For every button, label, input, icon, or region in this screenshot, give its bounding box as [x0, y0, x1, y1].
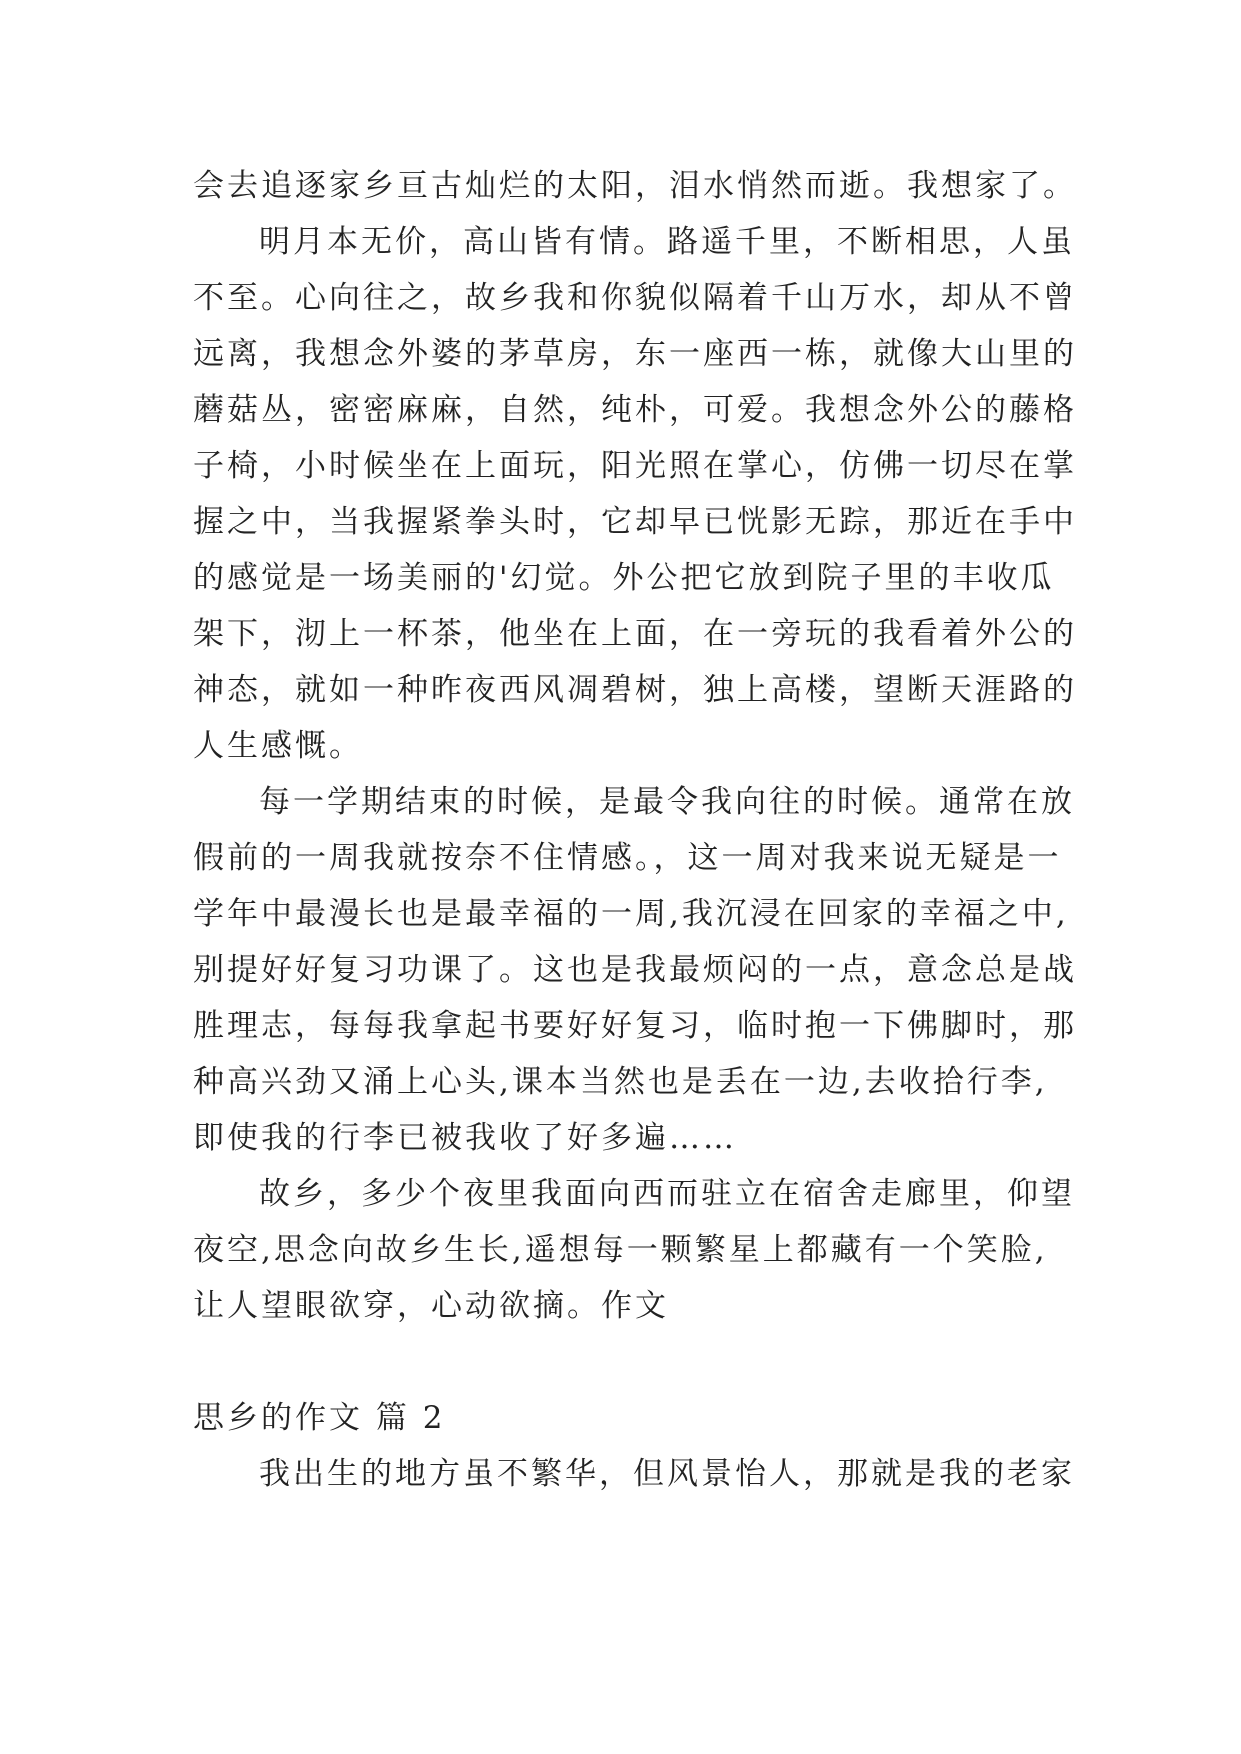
- text-line: 夜空,思念向故乡生长,遥想每一颗繁星上都藏有一个笑脸,: [193, 1232, 1048, 1268]
- section-heading: 思乡的作文 篇 2: [193, 1400, 446, 1436]
- text-line: 种高兴劲又涌上心头,课本当然也是丢在一边,去收拾行李,: [193, 1064, 1048, 1100]
- text-line: 蘑菇丛，密密麻麻，自然，纯朴，可爱。我想念外公的藤格: [193, 392, 1077, 428]
- paragraph-first-line: 明月本无价，高山皆有情。路遥千里，不断相思，人虽: [259, 224, 1075, 260]
- text-line: 远离，我想念外婆的茅草房，东一座西一栋，就像大山里的: [193, 336, 1077, 372]
- text-line: 不至。心向往之，故乡我和你貌似隔着千山万水，却从不曾: [193, 280, 1077, 316]
- text-line: 握之中，当我握紧拳头时，它却早已恍影无踪，那近在手中: [193, 504, 1077, 540]
- text-line: 胜理志，每每我拿起书要好好复习，临时抱一下佛脚时，那: [193, 1008, 1077, 1044]
- text-line: 即使我的行李已被我收了好多遍……: [193, 1120, 737, 1156]
- paragraph-first-line: 故乡，多少个夜里我面向西而驻立在宿舍走廊里，仰望: [259, 1176, 1075, 1212]
- essay-body: [193, 158, 1077, 1502]
- text-line: 会去追逐家乡亘古灿烂的太阳，泪水悄然而逝。我想家了。: [193, 168, 1077, 204]
- text-line: 假前的一周我就按奈不住情感。，这一周对我来说无疑是一: [193, 840, 1062, 876]
- text-line: 架下，沏上一杯茶，他坐在上面，在一旁玩的我看着外公的: [193, 616, 1077, 652]
- text-line: 让人望眼欲穿，心动欲摘。作文: [193, 1288, 669, 1324]
- section-gap: [193, 1334, 1055, 1390]
- text-line: 人生感慨。: [193, 728, 363, 764]
- text-line: 子椅，小时候坐在上面玩，阳光照在掌心，仿佛一切尽在掌: [193, 448, 1077, 484]
- text-line: 别提好好复习功课了。这也是我最烦闷的一点，意念总是战: [193, 952, 1077, 988]
- text-line: 神态，就如一种昨夜西风凋碧树，独上高楼，望断天涯路的: [193, 672, 1077, 708]
- paragraph-first-line: 每一学期结束的时候，是最令我向往的时候。通常在放: [259, 784, 1075, 820]
- text-line: 的感觉是一场美丽的'幻觉。外公把它放到院子里的丰收瓜: [193, 560, 1055, 596]
- paragraph-first-line: 我出生的地方虽不繁华，但风景怡人，那就是我的老家: [259, 1456, 1075, 1492]
- text-line: 学年中最漫长也是最幸福的一周,我沉浸在回家的幸福之中,: [193, 896, 1069, 932]
